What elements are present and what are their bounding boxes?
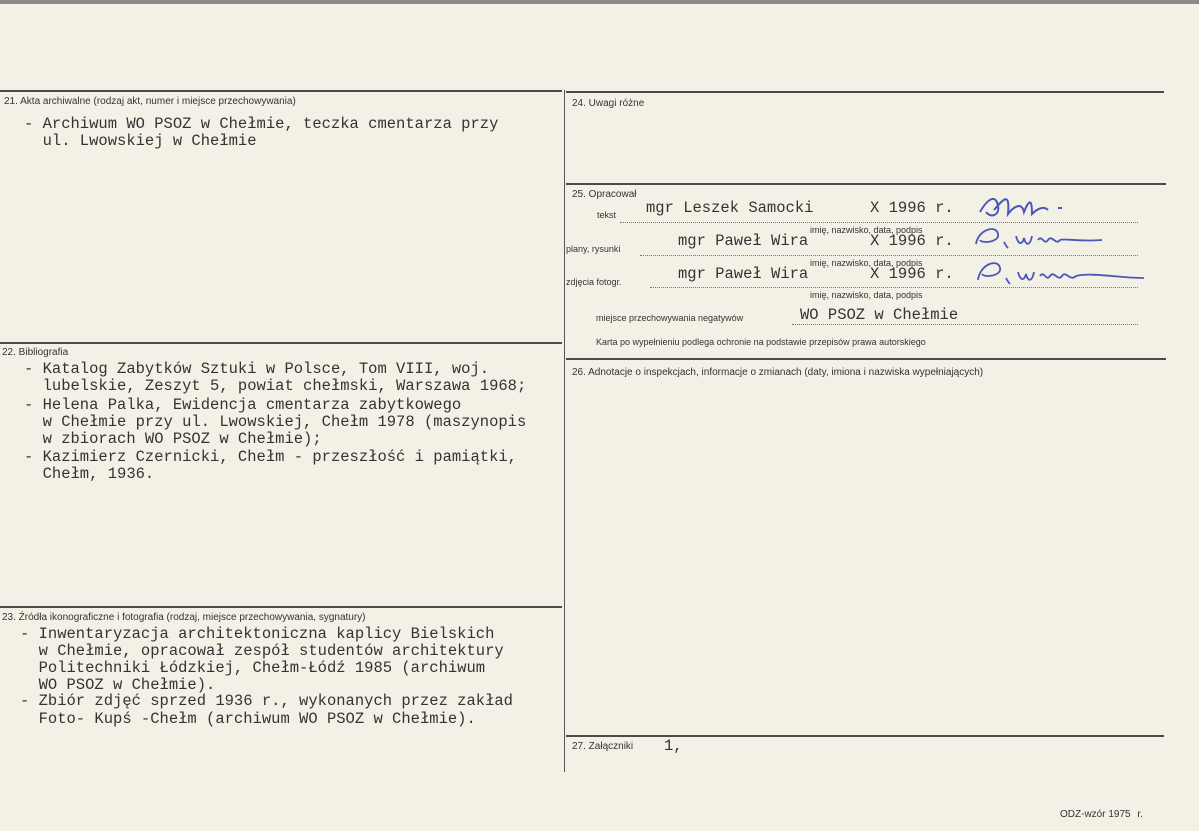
row-zdjecia-caption: imię, nazwisko, data, podpis	[810, 290, 923, 300]
section-21-line: ul. Lwowskiej w Chełmie	[24, 132, 257, 150]
column-divider	[564, 90, 565, 772]
row-plany-value: mgr Paweł Wira	[678, 232, 809, 250]
section-22-line: - Helena Palka, Ewidencja cmentarza zabytkowego	[24, 396, 462, 414]
row-tekst-caption: imię, nazwisko, data, podpis	[810, 225, 923, 235]
row-zdjecia-date: X 1996 r.	[870, 265, 954, 283]
section-23-line: Foto- Kupś -Chełm (archiwum WO PSOZ w Chełmie).	[20, 710, 476, 728]
signature-wira-plans	[968, 222, 1108, 254]
section-24-label: 24. Uwagi różne	[572, 98, 645, 109]
negatives-value: WO PSOZ w Chełmie	[800, 306, 959, 324]
scan-top-edge	[0, 0, 1199, 4]
section-22-line: w zbiorach WO PSOZ w Chełmie);	[24, 430, 322, 448]
section-21-label: 21. Akta archiwalne (rodzaj akt, numer i miejsce przechowywania)	[4, 96, 296, 107]
section-23-line: Politechniki Łódzkiej, Chełm-Łódź 1985 (archiwum	[20, 659, 486, 677]
rule-22-top	[0, 342, 562, 344]
rule-27-top	[566, 735, 1164, 737]
rule-25-top	[566, 183, 1166, 185]
section-27-value: 1,	[664, 737, 683, 755]
section-22-line: lubelskie, Zeszyt 5, powiat chełmski, Warszawa 1968;	[24, 377, 527, 395]
form-code	[1060, 809, 1143, 820]
section-22-label: 22. Bibliografia	[2, 347, 69, 358]
row-zdjecia-value: mgr Paweł Wira	[678, 265, 809, 283]
rule-21-top	[0, 90, 562, 92]
section-22-line: Chełm, 1936.	[24, 465, 155, 483]
signature-samocki	[970, 188, 1080, 226]
rule-26-top	[566, 358, 1166, 360]
row-zdjecia-label: zdjęcia fotogr.	[566, 277, 622, 287]
section-23-line: w Chełmie, opracował zespół studentów architektury	[20, 642, 504, 660]
form-code-text: ODZ-wzór 1975	[1060, 809, 1131, 820]
rule-24-top	[566, 91, 1164, 93]
section-23-line: - Inwentaryzacja architektoniczna kaplicy Bielskich	[20, 625, 495, 643]
form-code-suffix: r.	[1137, 809, 1143, 820]
section-22-line: - Katalog Zabytków Sztuki w Polsce, Tom VIII, woj.	[24, 360, 490, 378]
section-27-label: 27. Załączniki	[572, 741, 634, 752]
section-23-line: WO PSOZ w Chełmie).	[20, 676, 216, 694]
section-26-label: 26. Adnotacje o inspekcjach, informacje o zmianach (daty, imiona i nazwiska wypełniających)	[572, 367, 984, 378]
section-23-label: 23. Źródła ikonograficzne i fotografia (rodzaj, miejsce przechowywania, sygnatury)	[2, 612, 366, 623]
row-tekst-date: X 1996 r.	[870, 199, 954, 217]
negatives-label: miejsce przechowywania negatywów	[596, 313, 744, 323]
signature-wira-photos	[970, 256, 1150, 290]
negatives-dotted-line	[792, 324, 1138, 325]
row-tekst-value: mgr Leszek Samocki	[646, 199, 814, 217]
section-25-label: 25. Opracował	[572, 189, 637, 200]
rule-23-top	[0, 606, 562, 608]
row-plany-label: plany, rysunki	[566, 244, 621, 254]
section-22-line: - Kazimierz Czernicki, Chełm - przeszłość i pamiątki,	[24, 448, 517, 466]
section-21-line: - Archiwum WO PSOZ w Chełmie, teczka cmentarza przy	[24, 115, 499, 133]
row-plany-caption: imię, nazwisko, data, podpis	[810, 258, 923, 268]
row-plany-date: X 1996 r.	[870, 232, 954, 250]
section-23-line: - Zbiór zdjęć sprzed 1936 r., wykonanych przez zakład	[20, 692, 513, 710]
section-22-line: w Chełmie przy ul. Lwowskiej, Chełm 1978 (maszynopis	[24, 413, 527, 431]
copyright-note: Karta po wypełnieniu podlega ochronie na podstawie przepisów prawa autorskiego	[596, 337, 926, 347]
row-tekst-label: tekst	[597, 210, 617, 220]
